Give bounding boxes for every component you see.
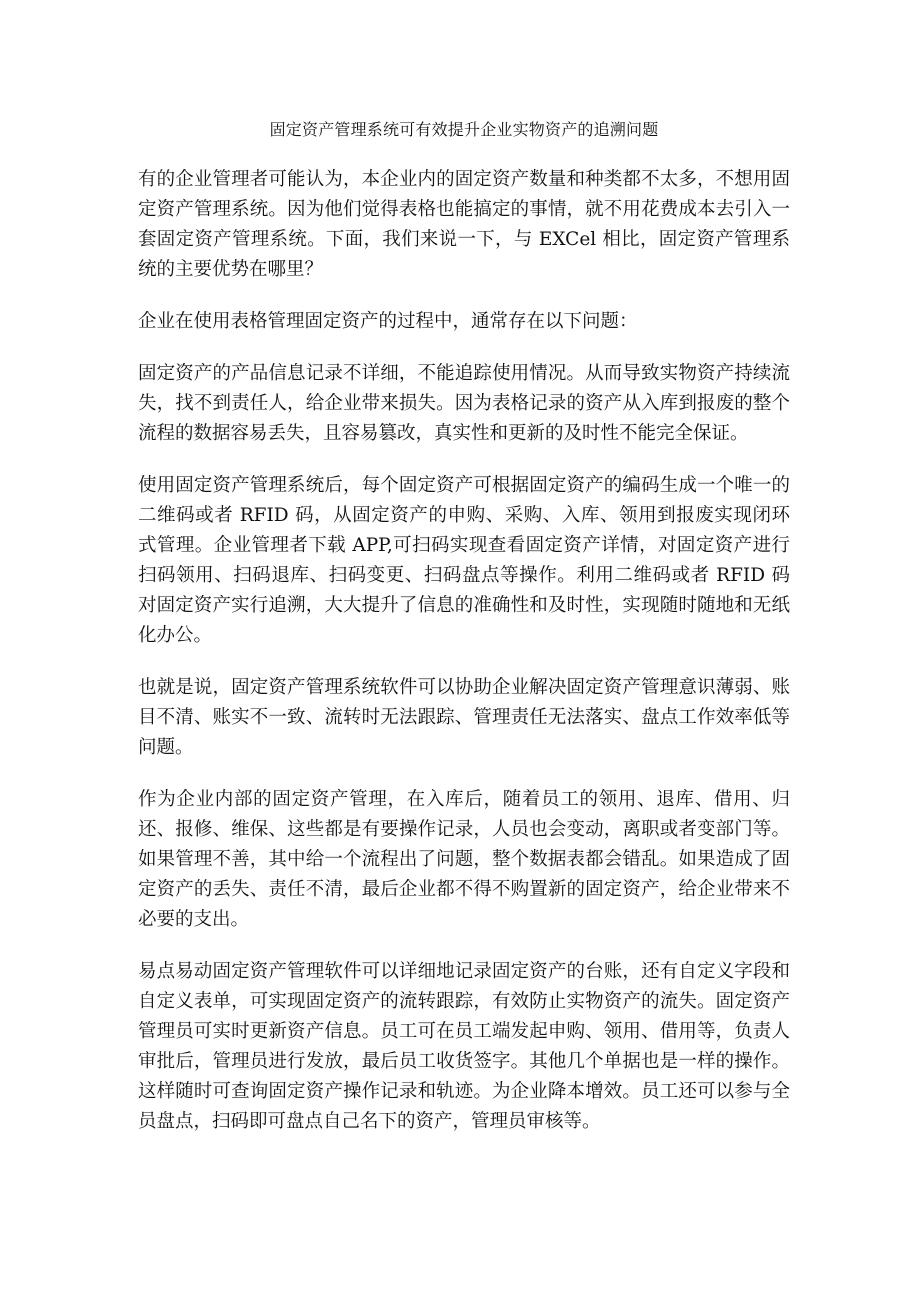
paragraph-intro: 有的企业管理者可能认为，本企业内的固定资产数量和种类都不太多，不想用固定资产管理系统。因为他们觉得表格也能搞定的事情，就不用花费成本去引入一套固定资产管理系统。下面，我们来说一下，与 EXCel 相比，固定资产管理系统的主要优势在哪里？: [138, 169, 790, 280]
paragraph-summary: 也就是说，固定资产管理系统软件可以协助企业解决固定资产管理意识薄弱、账目不清、账实不一致、流转时无法跟踪、管理责任无法落实、盘点工作效率低等问题。: [138, 677, 790, 758]
paragraph-internal-management: 作为企业内部的固定资产管理，在入库后，随着员工的领用、退库、借用、归还、报修、维保、这些都是有要操作记录，人员也会变动，离职或者变部门等。如果管理不善，其中给一个流程出了问题，整个数据表都会错乱。如果造成了固定资产的丢失、责任不清，最后企业都不得不购置新的固定资产，给企业带来不必要的支出。: [138, 789, 790, 930]
paragraph-product: 易点易动固定资产管理软件可以详细地记录固定资产的台账，还有自定义字段和自定义表单，可实现固定资产的流转跟踪，有效防止实物资产的流失。固定资产管理员可实时更新资产信息。员工可在员工端发起申购、领用、借用等，负责人审批后，管理员进行发放，最后员工收货签字。其他几个单据也是一样的操作。这样随时可查询固定资产操作记录和轨迹。为企业降本增效。员工还可以参与全员盘点，扫码即可盘点自己名下的资产，管理员审核等。: [138, 961, 790, 1132]
document-title: 固定资产管理系统可有效提升企业实物资产的追溯问题: [269, 120, 659, 139]
paragraph-system-benefits: 使用固定资产管理系统后，每个固定资产可根据固定资产的编码生成一个唯一的二维码或者 RFID 码，从固定资产的申购、采购、入库、领用到报废实现闭环式管理。企业管理者下载 APP,可扫码实现查看固定资产详情，对固定资产进行扫码领用、扫码退库、扫码变更、扫码盘点等操作。利用二维码或者 RFID 码对固定资产实行追溯，大大提升了信息的准确性和及时性，实现随时随地和无纸化办公。: [138, 475, 790, 646]
paragraph-problem-detail: 固定资产的产品信息记录不详细，不能追踪使用情况。从而导致实物资产持续流失，找不到责任人，给企业带来损失。因为表格记录的资产从入库到报废的整个流程的数据容易丢失，且容易篡改，真实性和更新的及时性不能完全保证。: [138, 363, 790, 444]
paragraph-problems-lead: 企业在使用表格管理固定资产的过程中，通常存在以下问题：: [138, 311, 638, 332]
